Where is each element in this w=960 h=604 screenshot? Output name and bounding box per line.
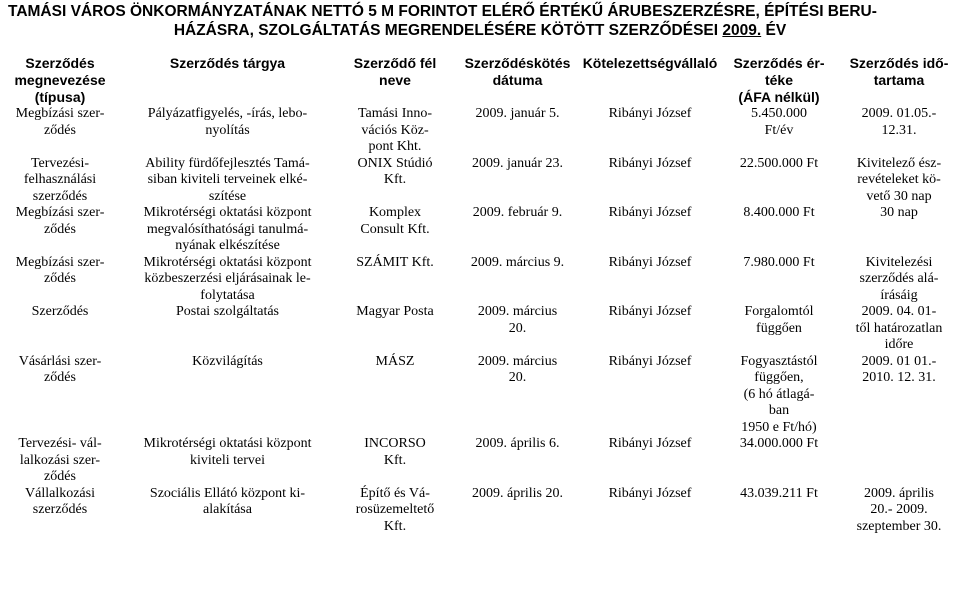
cell-date: 2009. április 6.	[475, 436, 560, 451]
cell-type: Vállalkozási szerződés	[25, 485, 95, 517]
cell-duration: 2009. április 20.- 2009. szeptember 30.	[856, 485, 942, 534]
cell-subject: Ability fürdőfejlesztés Tamá- siban kiviteli terveinek elké- szítése	[145, 155, 310, 204]
cell-party: Komplex Consult Kft.	[360, 205, 430, 237]
cell-obligor: Ribányi József	[608, 353, 692, 369]
cell-duration: 2009. 04. 01- től határozatlan időre	[855, 304, 943, 352]
title-line-1: TAMÁSI VÁROS ÖNKORMÁNYZATÁNAK NETTÓ 5 M FORINTOT ELÉRŐ ÉRTÉKŰ ÁRUBESZERZÉSRE, ÉPÍTÉSI BERU-	[8, 3, 877, 20]
table-row	[0, 486, 960, 536]
cell-party: Magyar Posta	[356, 304, 434, 319]
cell-subject: Pályázatfigyelés, -írás, lebo- nyolítás	[147, 106, 308, 138]
cell-obligor: Ribányi József	[608, 106, 692, 121]
cell-type: Tervezési- vál- lalkozási szer- ződés	[18, 436, 102, 484]
cell-date: 2009. január 5.	[475, 106, 560, 121]
cell-type: Szerződés	[31, 304, 89, 319]
table-row	[0, 156, 960, 206]
cell-party: INCORSO Kft.	[364, 436, 426, 468]
title-year: 2009.	[722, 22, 762, 39]
cell-party: Tamási Inno- vációs Köz- pont Kht.	[357, 106, 433, 154]
cell-obligor: Ribányi József	[608, 436, 692, 451]
cell-type: Vásárlási szer- ződés	[18, 353, 102, 385]
cell-obligor: Ribányi József	[608, 155, 692, 171]
header-duration: Szerződés idő- tartama	[849, 55, 949, 88]
cell-subject: Mikrotérségi oktatási központ kiviteli tervei	[143, 436, 312, 468]
cell-obligor: Ribányi József	[608, 254, 692, 270]
cell-date: 2009. április 20.	[472, 485, 563, 501]
title-line-2-suffix: ÉV	[761, 22, 787, 39]
cell-subject: Közvilágítás	[192, 353, 263, 369]
cell-type: Megbízási szer- ződés	[15, 205, 105, 237]
table-row	[0, 255, 960, 305]
table-row	[0, 205, 960, 255]
header-type: Szerződés megnevezése (típusa)	[14, 55, 106, 105]
header-value: Szerződés ér- téke (ÁFA nélkül)	[733, 55, 825, 105]
cell-obligor: Ribányi József	[608, 205, 692, 220]
cell-value: 34.000.000 Ft	[739, 436, 819, 451]
cell-type: Megbízási szer- ződés	[15, 106, 105, 138]
cell-value: Forgalomtól függően	[744, 304, 814, 336]
cell-duration: 30 nap	[880, 205, 918, 220]
header-subject: Szerződés tárgya	[169, 55, 286, 71]
cell-duration: 2009. 01 01.- 2010. 12. 31.	[861, 353, 937, 385]
cell-party: Építő és Vá- rosüzemeltető Kft.	[355, 485, 435, 534]
title-line-2-prefix: HÁZÁSRA, SZOLGÁLTATÁS MEGRENDELÉSÉRE KÖTÖTT SZERZŐDÉSEI	[173, 22, 723, 39]
cell-date: 2009. február 9.	[472, 205, 563, 220]
cell-subject: Szociális Ellátó központ ki- alakítása	[149, 485, 306, 517]
table-header-row	[0, 55, 960, 106]
contracts-table	[0, 55, 960, 535]
cell-value: 22.500.000 Ft	[739, 155, 819, 171]
title-line-2	[8, 21, 952, 40]
cell-date: 2009. január 23.	[472, 155, 563, 171]
cell-subject: Postai szolgáltatás	[175, 304, 280, 319]
cell-value: 7.980.000 Ft	[743, 254, 815, 270]
cell-subject: Mikrotérségi oktatási központ közbeszerzési eljárásainak le- folytatása	[143, 254, 312, 303]
cell-duration: 2009. 01.05.- 12.31.	[861, 106, 937, 138]
cell-value: 43.039.211 Ft	[740, 485, 818, 501]
cell-obligor: Ribányi József	[608, 485, 692, 501]
cell-duration	[838, 436, 960, 486]
cell-subject: Mikrotérségi oktatási központ megvalósíthatósági tanulmá- nyának elkészítése	[143, 205, 312, 253]
cell-duration: Kivitelező ész- revételeket kö- vető 30 nap	[856, 155, 942, 204]
cell-type: Megbízási szer- ződés	[15, 254, 105, 286]
cell-date: 2009. március 20.	[477, 353, 558, 385]
cell-obligor: Ribányi József	[608, 304, 692, 319]
cell-date: 2009. március 20.	[477, 304, 558, 336]
document-title	[8, 2, 952, 40]
cell-party: ONIX Stúdió Kft.	[357, 155, 433, 187]
cell-date: 2009. március 9.	[470, 254, 565, 270]
table-row	[0, 354, 960, 437]
header-date: Szerződéskötés dátuma	[464, 55, 571, 88]
header-party: Szerződő fél neve	[353, 55, 437, 88]
cell-party: MÁSZ	[375, 353, 415, 369]
cell-type: Tervezési- felhasználási szerződés	[23, 155, 97, 204]
table-row	[0, 106, 960, 156]
cell-value: Fogyasztástól függően, (6 hó átlagá- ban 1950 e Ft/hó)	[740, 353, 818, 435]
cell-value: 8.400.000 Ft	[743, 205, 815, 220]
cell-duration: Kivitelezési szerződés alá- írásáig	[859, 254, 939, 303]
cell-value: 5.450.000 Ft/év	[751, 106, 807, 138]
cell-party: SZÁMIT Kft.	[356, 254, 434, 270]
table-row	[0, 304, 960, 354]
table-row	[0, 436, 960, 486]
header-obligor: Kötelezettségvállaló	[582, 55, 718, 71]
